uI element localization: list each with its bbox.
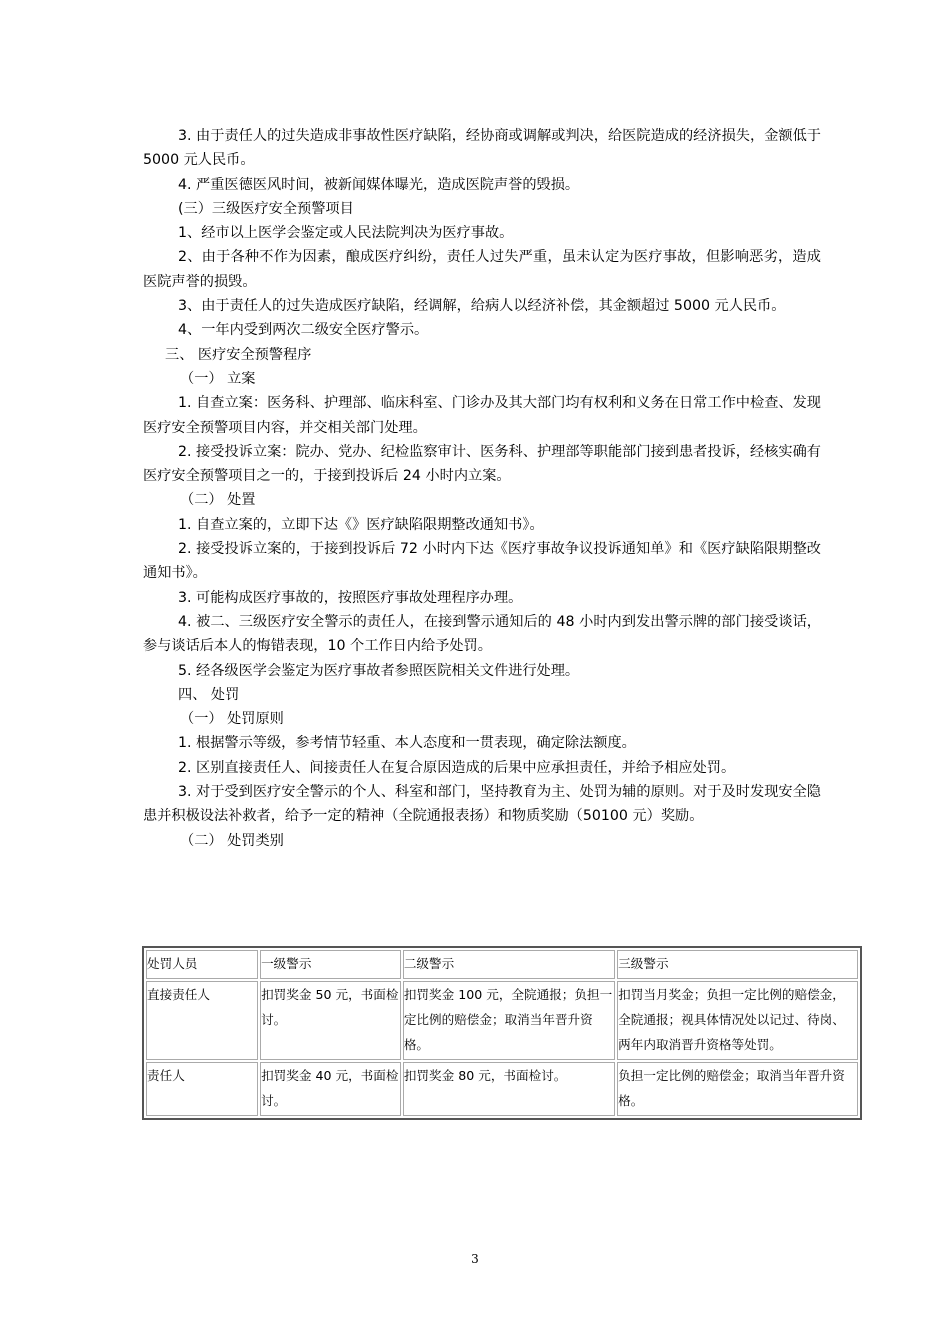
table-header-cell: 三级警示 xyxy=(617,950,858,979)
table-cell: 扣罚奖金 40 元，书面检讨。 xyxy=(260,1062,401,1116)
heading-handling: （二） 处置 xyxy=(180,492,256,509)
table-header-cell: 二级警示 xyxy=(403,950,615,979)
table-cell: 扣罚当月奖金；负担一定比例的赔偿金，全院通报；视具体情况处以记过、待岗、两年内取消晋升资格等处罚。 xyxy=(617,981,858,1060)
paragraph-principle-item3: 3. 对于受到医疗安全警示的个人、科室和部门，坚持教育为主、处罚为辅的原则。对于及时发现安全隐患并积极设法补救者，给予一定的精神（全院通报表扬）和物质奖励（50100 元）奖励。 xyxy=(143,784,821,825)
penalty-table xyxy=(142,946,862,1120)
paragraph-warning3-item2: 2、由于各种不作为因素，酿成医疗纠纷，责任人过失严重，虽未认定为医疗事故，但影响恶劣，造成医院声誉的损毁。 xyxy=(143,249,821,290)
paragraph-handling-item5: 5. 经各级医学会鉴定为医疗事故者参照医院相关文件进行处理。 xyxy=(178,662,580,679)
paragraph-handling-item2: 2. 接受投诉立案的，于接到投诉后 72 小时内下达《医疗事故争议投诉通知单》和《医疗缺陷限期整改通知书》。 xyxy=(143,541,821,582)
heading-level3-warning: (三）三级医疗安全预警项目 xyxy=(178,200,354,217)
heading-section-4: 四、 处罚 xyxy=(178,686,240,703)
paragraph-filing-item1: 1. 自查立案：医务科、护理部、临床科室、门诊办及其大部门均有权利和义务在日常工作中检查、发现医疗安全预警项目内容，并交相关部门处理。 xyxy=(143,395,821,436)
paragraph-principle-item2: 2. 区别直接责任人、间接责任人在复合原因造成的后果中应承担责任，并给予相应处罚。 xyxy=(178,759,736,776)
table-header-cell: 一级警示 xyxy=(260,950,401,979)
heading-penalty-categories: （二） 处罚类别 xyxy=(180,832,284,849)
table-row xyxy=(146,1062,858,1116)
heading-penalty-principles: （一） 处罚原则 xyxy=(180,711,284,728)
paragraph-handling-item3: 3. 可能构成医疗事故的，按照医疗事故处理程序办理。 xyxy=(178,589,523,606)
table-cell: 负担一定比例的赔偿金；取消当年晋升资格。 xyxy=(617,1062,858,1116)
paragraph-warning2-item3: 3. 由于责任人的过失造成非事故性医疗缺陷，经协商或调解或判决，给医院造成的经济损失，金额低于 5000 元人民币。 xyxy=(143,128,821,169)
paragraph-warning3-item4: 4、一年内受到两次二级安全医疗警示。 xyxy=(178,322,429,339)
table-cell: 扣罚奖金 50 元，书面检讨。 xyxy=(260,981,401,1060)
heading-section-3: 三、 医疗安全预警程序 xyxy=(165,346,312,363)
heading-filing: （一） 立案 xyxy=(180,370,256,387)
paragraph-warning2-item4: 4. 严重医德医风时间，被新闻媒体曝光，造成医院声誉的毁损。 xyxy=(178,176,580,193)
table-header-row xyxy=(146,950,858,979)
paragraph-handling-item1: 1. 自查立案的，立即下达《》医疗缺陷限期整改通知书》。 xyxy=(178,516,544,533)
page-number: 3 xyxy=(471,1252,479,1266)
table-cell: 扣罚奖金 100 元，全院通报；负担一定比例的赔偿金；取消当年晋升资格。 xyxy=(403,981,615,1060)
paragraph-warning3-item3: 3、由于责任人的过失造成医疗缺陷，经调解，给病人以经济补偿，其金额超过 5000 元人民币。 xyxy=(178,298,786,315)
paragraph-filing-item2: 2. 接受投诉立案：院办、党办、纪检监察审计、医务科、护理部等职能部门接到患者投诉，经核实确有医疗安全预警项目之一的，于接到投诉后 24 小时内立案。 xyxy=(143,443,821,485)
table-cell: 责任人 xyxy=(146,1062,258,1116)
table-cell: 扣罚奖金 80 元，书面检讨。 xyxy=(403,1062,615,1116)
table-header-cell: 处罚人员 xyxy=(146,950,258,979)
paragraph-handling-item4: 4. 被二、三级医疗安全警示的责任人，在接到警示通知后的 48 小时内到发出警示牌的部门接受谈话，参与谈话后本人的悔错表现，10 个工作日内给予处罚。 xyxy=(143,613,821,655)
paragraph-warning3-item1: 1、经市以上医学会鉴定或人民法院判决为医疗事故。 xyxy=(178,225,514,242)
paragraph-principle-item1: 1. 根据警示等级，参考情节轻重、本人态度和一贯表现，确定除法额度。 xyxy=(178,735,636,752)
document-body xyxy=(143,124,821,853)
table-cell: 直接责任人 xyxy=(146,981,258,1060)
table-row xyxy=(146,981,858,1060)
